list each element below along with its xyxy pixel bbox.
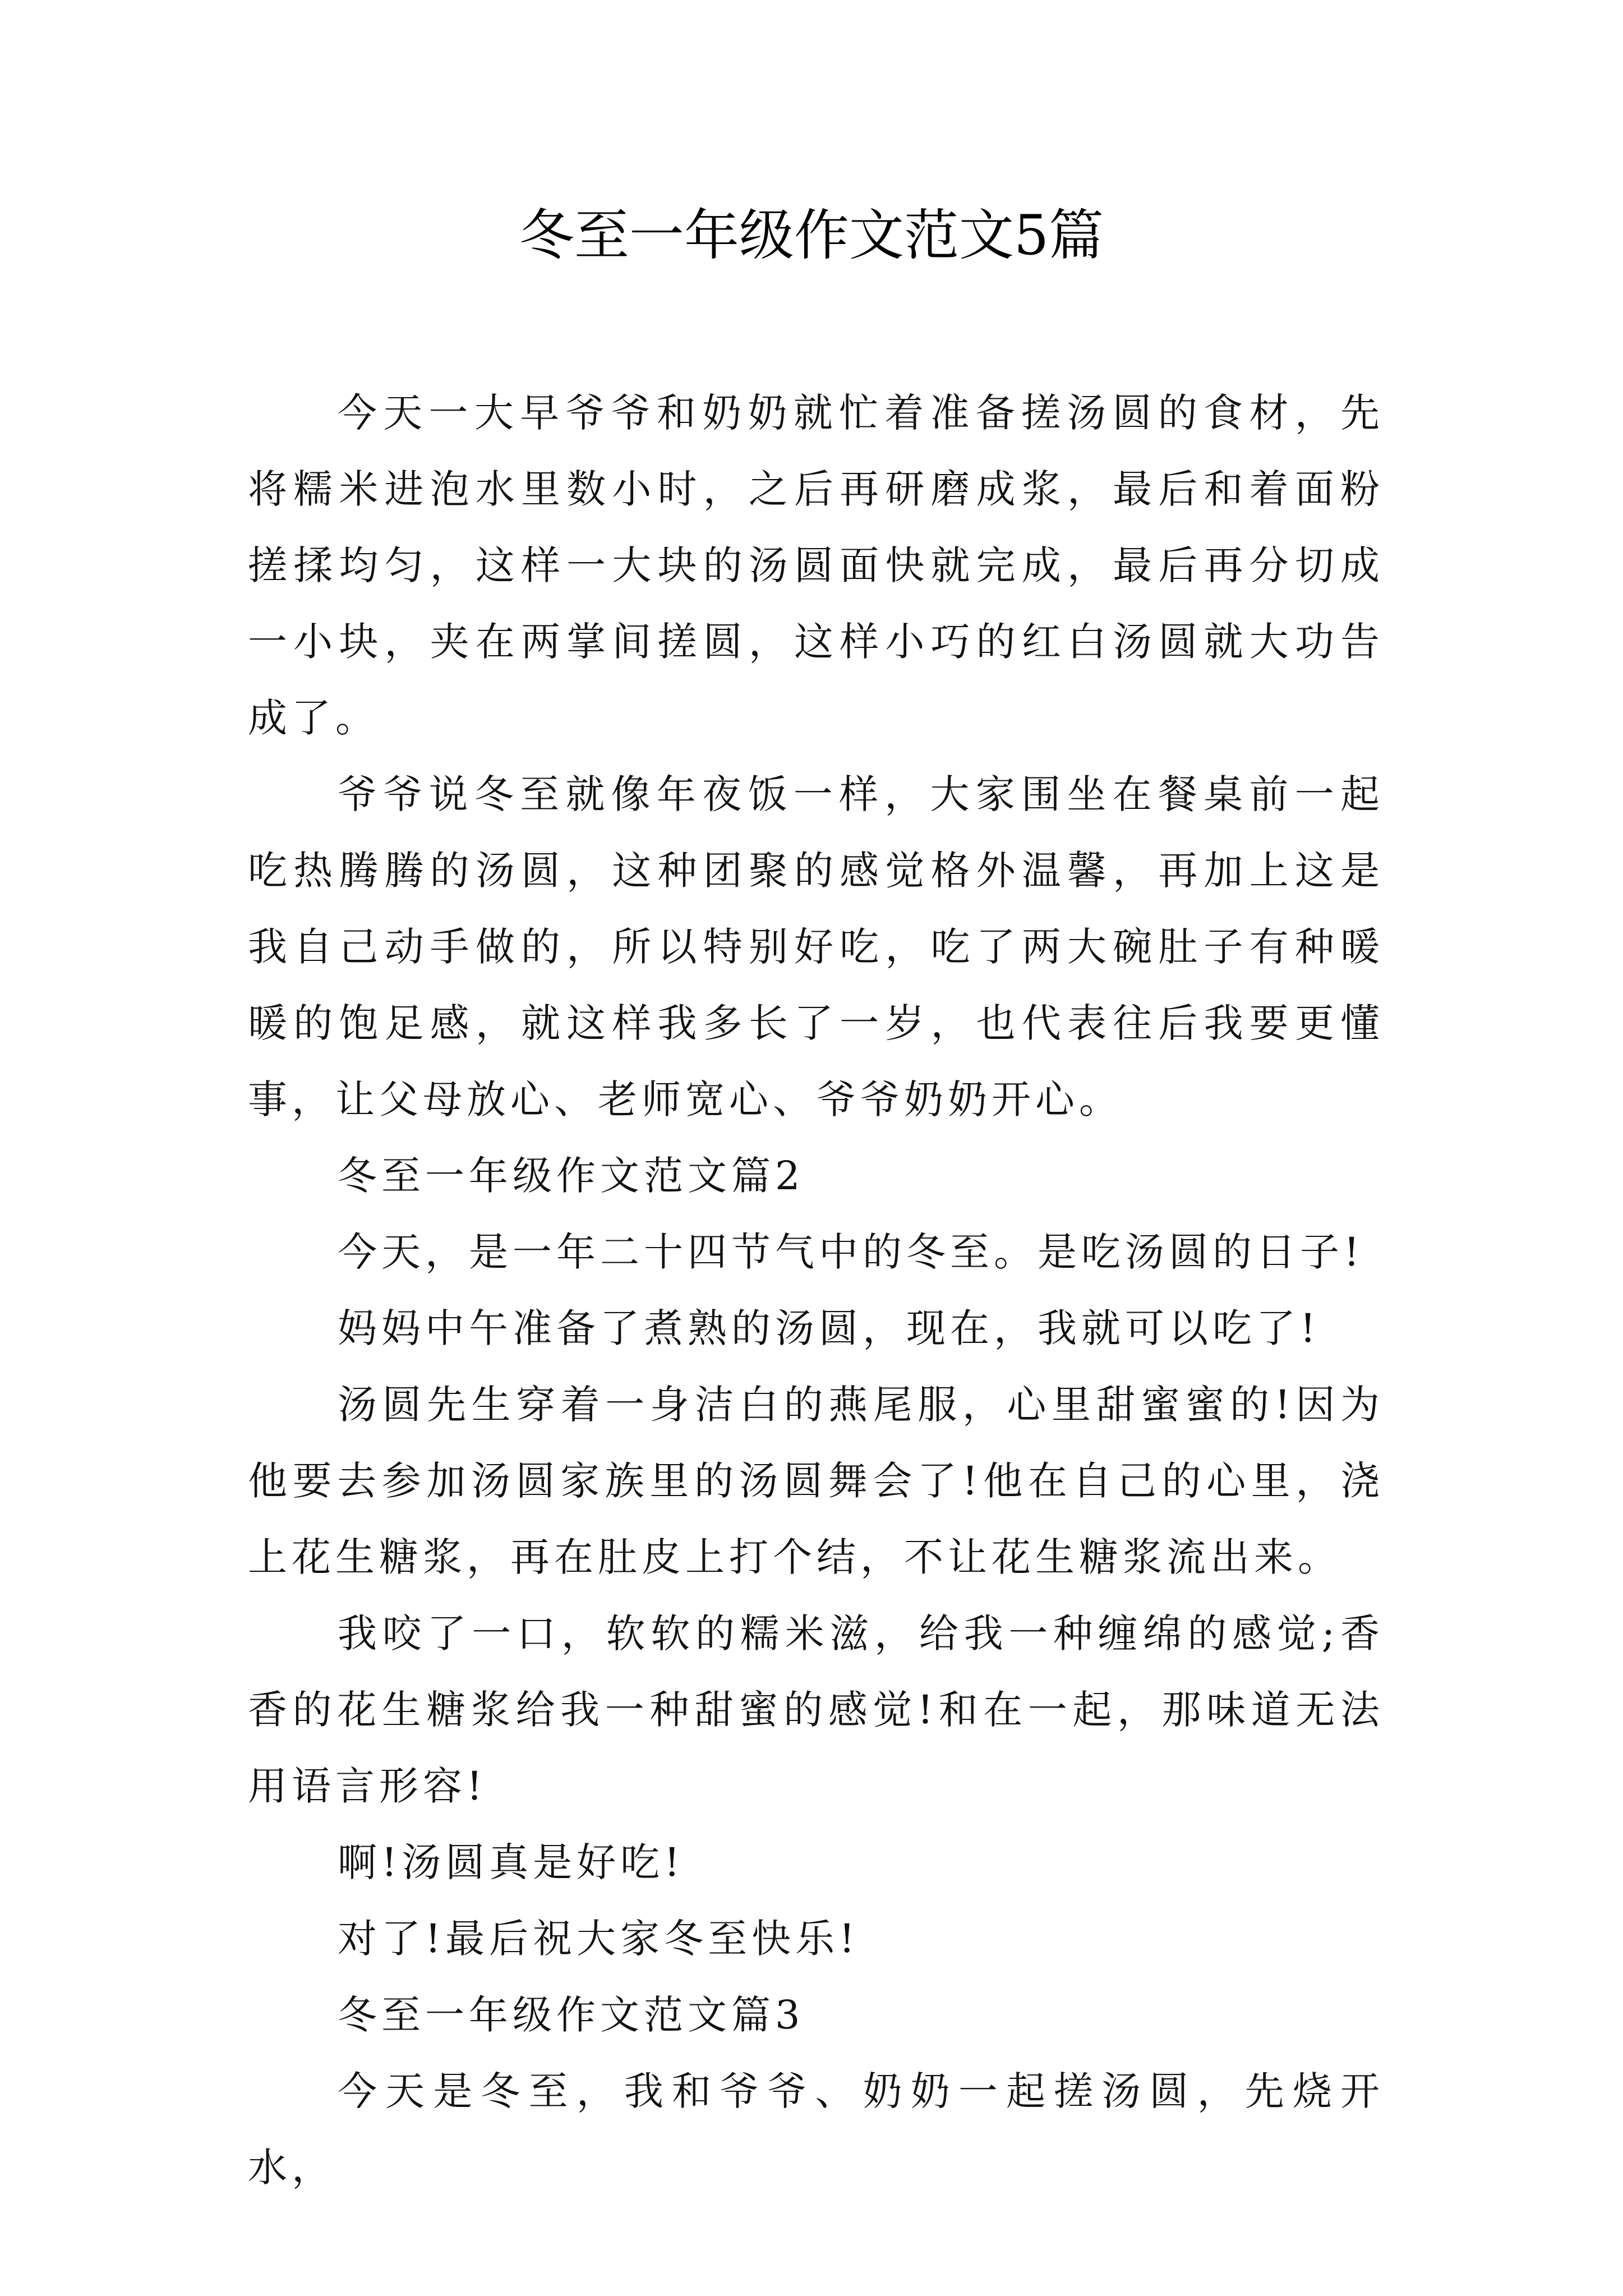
paragraph: 对了!最后祝大家冬至快乐! xyxy=(338,1916,860,1962)
paragraph: 今天一大早爷爷和奶奶就忙着准备搓汤圆的食材，先将糯米进泡水里数小时，之后再研磨成浆，最后和着面粉搓揉均匀，这样一大块的汤圆面快就完成，最后再分切成一小块，夹在两掌间搓圆，这样小巧的红白汤圆就大功告成了。 xyxy=(248,390,1384,741)
paragraph: 啊!汤圆真是好吃! xyxy=(338,1839,685,1885)
document-title: 冬至一年级作文范文5篇 xyxy=(519,204,1104,268)
section-heading: 冬至一年级作文范文篇3 xyxy=(338,1992,805,2038)
document-body xyxy=(248,375,1384,2206)
paragraph: 我咬了一口，软软的糯米滋，给我一种缠绵的感觉;香香的花生糖浆给我一种甜蜜的感觉!和在一起，那味道无法用语言形容! xyxy=(248,1611,1384,1809)
paragraph: 今天是冬至，我和爷爷、奶奶一起搓汤圆，先烧开水， xyxy=(248,2068,1384,2191)
paragraph: 今天，是一年二十四节气中的冬至。是吃汤圆的日子! xyxy=(338,1229,1364,1275)
paragraph: 妈妈中午准备了煮熟的汤圆，现在，我就可以吃了! xyxy=(338,1305,1321,1351)
section-heading: 冬至一年级作文范文篇2 xyxy=(338,1153,805,1199)
paragraph: 爷爷说冬至就像年夜饭一样，大家围坐在餐桌前一起吃热腾腾的汤圆，这种团聚的感觉格外温馨，再加上这是我自己动手做的，所以特别好吃，吃了两大碗肚子有种暖暖的饱足感，就这样我多长了一岁，也代表往后我要更懂事，让父母放心、老师宽心、爷爷奶奶开心。 xyxy=(248,771,1384,1122)
paragraph: 汤圆先生穿着一身洁白的燕尾服，心里甜蜜蜜的!因为他要去参加汤圆家族里的汤圆舞会了!他在自己的心里，浇上花生糖浆，再在肚皮上打个结，不让花生糖浆流出来。 xyxy=(248,1382,1384,1580)
